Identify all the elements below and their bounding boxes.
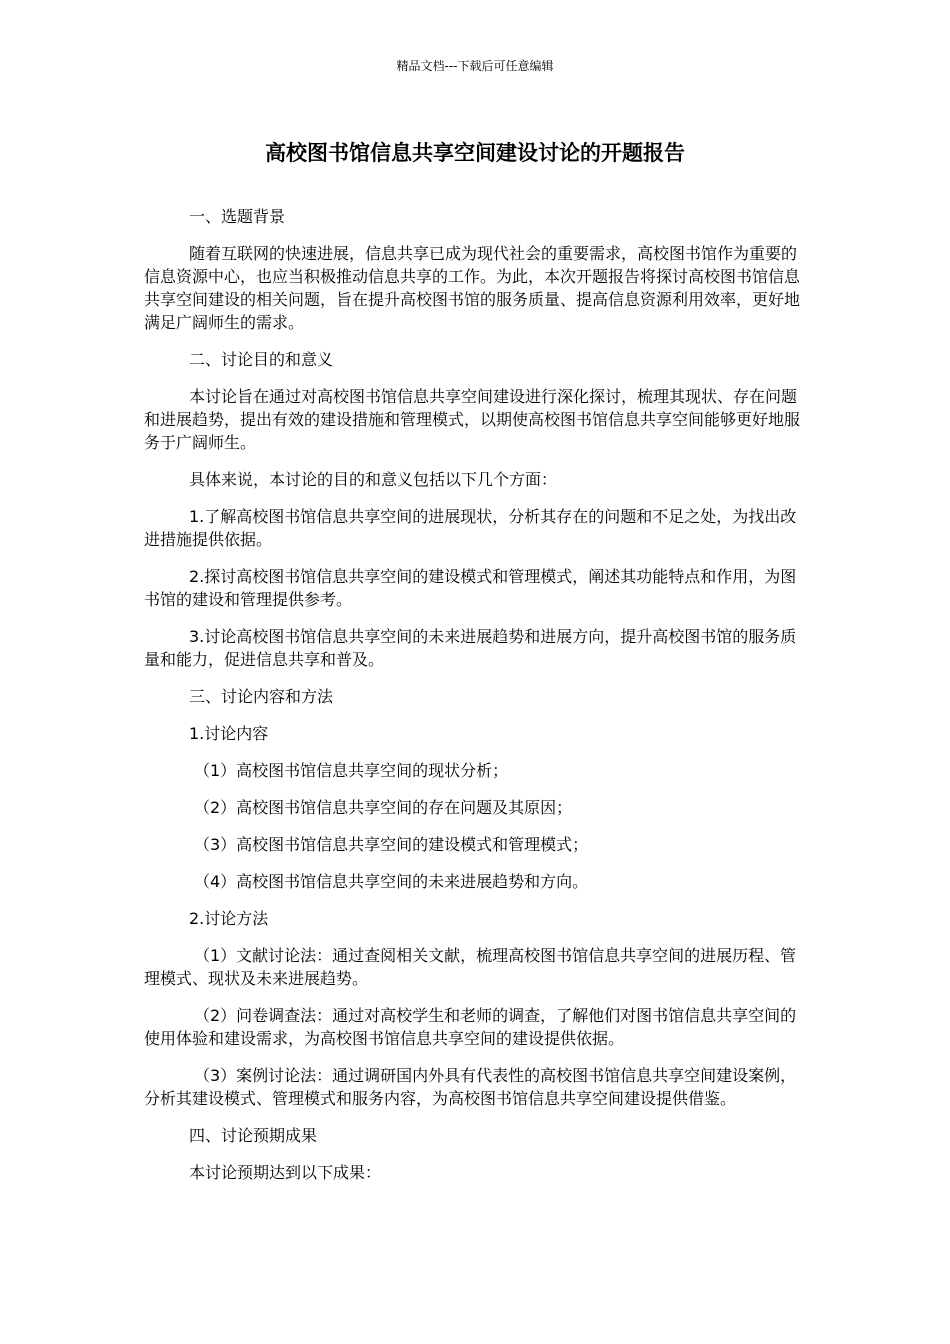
paragraph-background: 随着互联网的快速进展，信息共享已成为现代社会的重要需求，高校图书馆作为重要的信息资源中心，也应当积极推动信息共享的工作。为此，本次开题报告将探讨高校图书馆信息共享空间建设的相关问题，旨在提升高校图书馆的服务质量、提高信息资源利用效率，更好地满足广阔师生的需求。	[144, 244, 801, 332]
list-item-purpose-3: 3.讨论高校图书馆信息共享空间的未来进展趋势和进展方向，提升高校图书馆的服务质量和能力，促进信息共享和普及。	[144, 627, 797, 669]
document-body	[144, 205, 812, 1198]
paragraph-expected-results: 本讨论预期达到以下成果：	[189, 1163, 382, 1182]
section-heading-expected-results: 四、讨论预期成果	[189, 1126, 318, 1145]
subheading-content: 1.讨论内容	[189, 724, 269, 743]
list-item-purpose-2: 2.探讨高校图书馆信息共享空间的建设模式和管理模式，阐述其功能特点和作用，为图书馆的建设和管理提供参考。	[144, 567, 797, 609]
paragraph-purpose-intro: 具体来说，本讨论的目的和意义包括以下几个方面：	[189, 470, 558, 489]
section-heading-content-methods: 三、讨论内容和方法	[189, 687, 334, 706]
page-header: 精品文档---下载后可任意编辑	[396, 59, 554, 73]
subheading-methods: 2.讨论方法	[189, 909, 269, 928]
list-item-method-1: （1）文献讨论法：通过查阅相关文献，梳理高校图书馆信息共享空间的进展历程、管理模式、现状及未来进展趋势。	[144, 946, 797, 988]
list-item-content-4: （4）高校图书馆信息共享空间的未来进展趋势和方向。	[194, 872, 589, 891]
section-heading-purpose: 二、讨论目的和意义	[189, 350, 334, 369]
list-item-purpose-1: 1.了解高校图书馆信息共享空间的进展现状，分析其存在的问题和不足之处，为找出改进措施提供依据。	[144, 507, 797, 549]
list-item-content-1: （1）高校图书馆信息共享空间的现状分析；	[194, 761, 509, 780]
list-item-content-3: （3）高校图书馆信息共享空间的建设模式和管理模式；	[194, 835, 589, 854]
list-item-method-2: （2）问卷调查法：通过对高校学生和老师的调查，了解他们对图书馆信息共享空间的使用体验和建设需求，为高校图书馆信息共享空间的建设提供依据。	[144, 1006, 797, 1048]
paragraph-purpose: 本讨论旨在通过对高校图书馆信息共享空间建设进行深化探讨，梳理其现状、存在问题和进展趋势，提出有效的建设措施和管理模式，以期使高校图书馆信息共享空间能够更好地服务于广阔师生。	[144, 387, 801, 452]
list-item-method-3: （3）案例讨论法：通过调研国内外具有代表性的高校图书馆信息共享空间建设案例，分析其建设模式、管理模式和服务内容，为高校图书馆信息共享空间建设提供借鉴。	[144, 1066, 797, 1108]
section-heading-background: 一、选题背景	[189, 207, 286, 226]
list-item-content-2: （2）高校图书馆信息共享空间的存在问题及其原因；	[194, 798, 573, 817]
document-title: 高校图书馆信息共享空间建设讨论的开题报告	[265, 141, 685, 165]
